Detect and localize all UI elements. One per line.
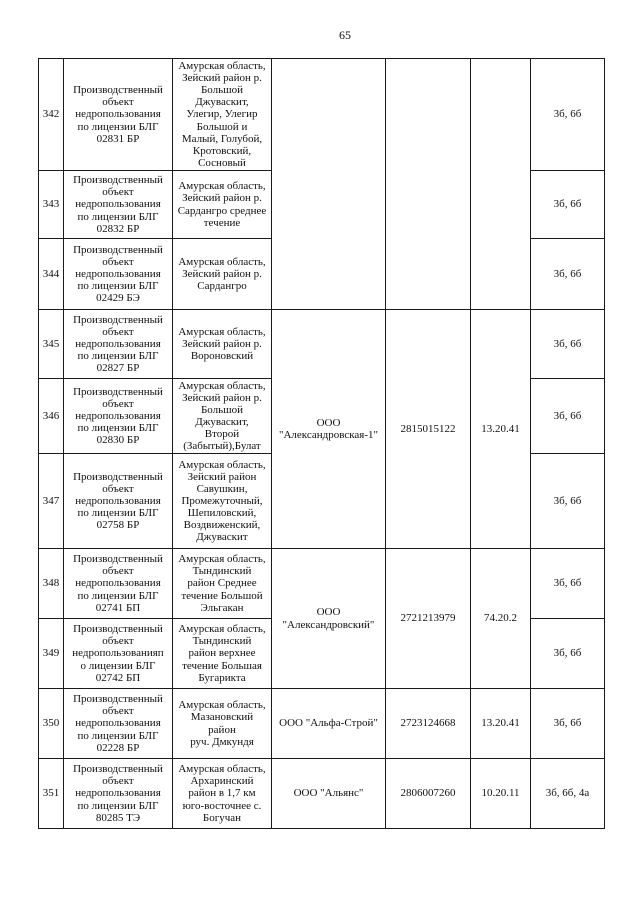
okved-code: 74.20.2	[471, 549, 531, 689]
object-location: Амурская область, Зейский район р. Большой Джуваскит, Второй (Забытый),Булат	[173, 379, 272, 454]
object-location: Амурская область, Тындинский район Среднее течение Большой Эльгакан	[173, 549, 272, 619]
row-number: 349	[39, 619, 64, 689]
object-name: Производственный объект недропользования по лицензии БЛГ 02741 БП	[64, 549, 173, 619]
organization-inn: 2815015122	[386, 310, 471, 549]
table-row	[39, 59, 605, 171]
table-row	[39, 549, 605, 619]
table-row	[39, 759, 605, 829]
object-name: Производственный объект недропользования по лицензии БЛГ 02831 БР	[64, 59, 173, 171]
row-number: 351	[39, 759, 64, 829]
table-row	[39, 310, 605, 379]
hazard-category: 3б, 6б	[531, 549, 605, 619]
hazard-category: 3б, 6б	[531, 59, 605, 171]
okved-code: 13.20.41	[471, 310, 531, 549]
object-location: Амурская область, Зейский район р. Вороновский	[173, 310, 272, 379]
page-number: 65	[339, 28, 351, 42]
object-location: Амурская область, Зейский район Савушкин, Промежуточный, Шепиловский, Воздвиженский, Джуваскит	[173, 454, 272, 549]
inn-cell-empty	[386, 59, 471, 310]
row-number: 348	[39, 549, 64, 619]
organization-cell-empty	[272, 59, 386, 310]
object-name: Производственный объект недропользования по лицензии БЛГ 02832 БР	[64, 171, 173, 239]
row-number: 342	[39, 59, 64, 171]
object-location: Амурская область, Зейский район р. Большой Джуваскит, Улегир, Улегир Большой и Малый, Голубой, Кротовский, Сосновый	[173, 59, 272, 171]
object-name: Производственный объект недропользования по лицензии БЛГ 02758 БР	[64, 454, 173, 549]
object-name: Производственный объект недропользованияп о лицензии БЛГ 02742 БП	[64, 619, 173, 689]
row-number: 344	[39, 239, 64, 310]
hazard-category: 3б, 6б, 4а	[531, 759, 605, 829]
row-number: 343	[39, 171, 64, 239]
hazard-category: 3б, 6б	[531, 379, 605, 454]
object-location: Амурская область, Зейский район р. Сардангро	[173, 239, 272, 310]
object-name: Производственный объект недропользования по лицензии БЛГ 02830 БР	[64, 379, 173, 454]
okved-code: 13.20.41	[471, 689, 531, 759]
organization-name: ООО "Альянс"	[272, 759, 386, 829]
okved-code: 10.20.11	[471, 759, 531, 829]
object-name: Производственный объект недропользования по лицензии БЛГ 80285 ТЭ	[64, 759, 173, 829]
hazard-category: 3б, 6б	[531, 619, 605, 689]
organization-name: ООО "Александровский"	[272, 549, 386, 689]
object-location: Амурская область, Зейский район р. Сардангро среднее течение	[173, 171, 272, 239]
object-location: Амурская область, Архаринский район в 1,7 км юго-восточнее с. Богучан	[173, 759, 272, 829]
organization-name: ООО "Александровская-1"	[272, 310, 386, 549]
registry-table	[38, 58, 605, 829]
row-number: 346	[39, 379, 64, 454]
object-location: Амурская область, Тындинский район верхнее течение Большая Бугарикта	[173, 619, 272, 689]
row-number: 347	[39, 454, 64, 549]
object-name: Производственный объект недропользования по лицензии БЛГ 02228 БР	[64, 689, 173, 759]
hazard-category: 3б, 6б	[531, 239, 605, 310]
hazard-category: 3б, 6б	[531, 310, 605, 379]
hazard-category: 3б, 6б	[531, 171, 605, 239]
hazard-category: 3б, 6б	[531, 689, 605, 759]
organization-inn: 2723124668	[386, 689, 471, 759]
organization-inn: 2806007260	[386, 759, 471, 829]
organization-inn: 2721213979	[386, 549, 471, 689]
object-location: Амурская область, Мазановский район руч. Дмкундя	[173, 689, 272, 759]
object-name: Производственный объект недропользования по лицензии БЛГ 02429 БЭ	[64, 239, 173, 310]
row-number: 345	[39, 310, 64, 379]
hazard-category: 3б, 6б	[531, 454, 605, 549]
okved-cell-empty	[471, 59, 531, 310]
organization-name: ООО "Альфа-Строй"	[272, 689, 386, 759]
table-row	[39, 689, 605, 759]
object-name: Производственный объект недропользования по лицензии БЛГ 02827 БР	[64, 310, 173, 379]
row-number: 350	[39, 689, 64, 759]
